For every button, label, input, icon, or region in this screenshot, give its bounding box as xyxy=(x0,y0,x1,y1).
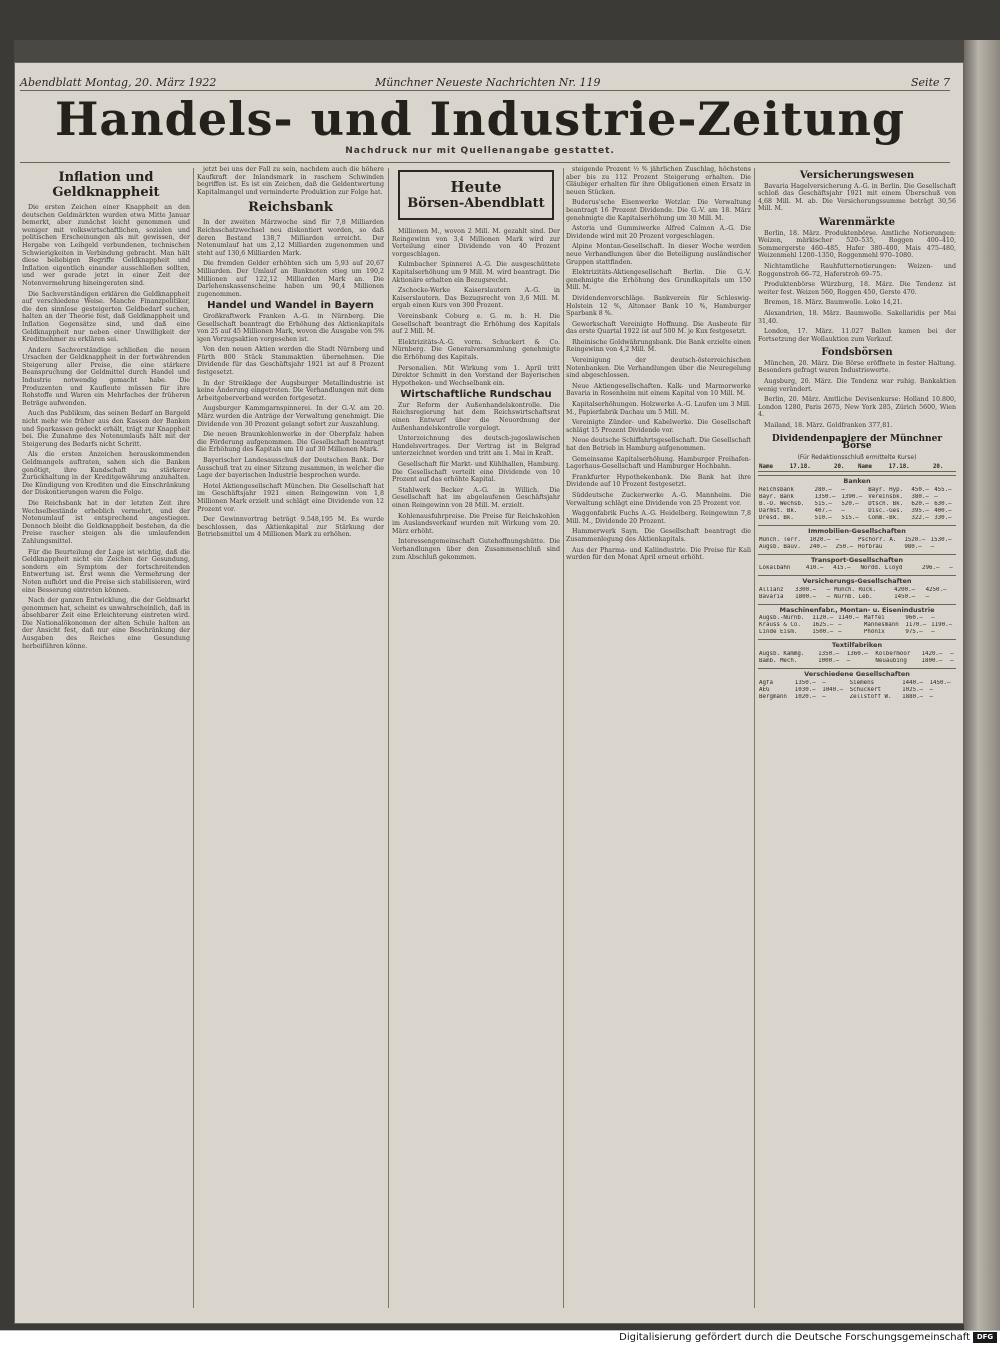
table-cell: 980.— xyxy=(904,543,922,550)
table-cell: — xyxy=(950,650,954,657)
table-cell: 960.— xyxy=(905,615,923,622)
news-item: Augsburger Kammgarnspinnerei. In der G.-V. am 20. März wurden die Anträge der Verwaltung genehmigt. Die Dividende von 30 Prozent gelangt sofort zur Auszahlung. xyxy=(197,405,384,428)
section-subtitle: (Für Redaktionsschluß ermittelte Kurse) xyxy=(797,453,917,461)
column-header: 17.18. xyxy=(789,464,833,472)
table-cell: — xyxy=(925,593,930,600)
table-cell: 410.— xyxy=(805,565,824,572)
table-cell: 1625.— xyxy=(812,622,834,629)
table-row xyxy=(758,565,956,572)
news-item: Dividendenvorschläge. Bankverein für Schleswig-Holstein 12 %, Altonaer Bank 10 %, Hamburger Sparbank 8 %. xyxy=(566,294,751,318)
section-title: Fondsbörsen xyxy=(821,347,893,359)
table-cell: Krauss & Co. xyxy=(759,622,801,629)
table-row xyxy=(758,587,956,594)
section-masthead: Handels- und Industrie-Zeitung xyxy=(54,92,906,146)
section-title: Handel und Wandel in Bayern xyxy=(207,300,374,312)
table-cell: 395.— xyxy=(911,508,929,514)
market-report: Augsburg, 20. März. Die Tendenz war ruhig. Bankaktien wenig verändert. xyxy=(758,378,956,393)
table-cell: 407.— xyxy=(814,508,832,514)
news-item: Vereinsbank Coburg e. G. m. b. H. Die Gesellschaft beantragt die Erhöhung des Kapitals auf 2 Mill. M. xyxy=(392,312,560,336)
table-cell: 620.— xyxy=(911,501,929,507)
news-item: Interessengemeinschaft Gutehoffnungshütte. Die Verhandlungen über den Zusammenschluß sind zum Abschluß gekommen. xyxy=(392,538,560,561)
table-cell: — xyxy=(838,622,842,629)
table-cell: Mannesmann xyxy=(863,622,899,629)
column-2 xyxy=(197,166,384,1316)
article-paragraph: Für die Beurteilung der Lage ist wichtig, daß die Geldknappheit nicht ein Zeichen der Gesundung, sondern ein Symptom der fortschreitenden Entwertung ist. Erst wenn die Vermehrung der Noten aufhört und die Preise sich stabilisieren, wird eine Besserung eintreten können. xyxy=(22,548,190,594)
news-item: Der Gewinnvortrag beträgt 9.548,195 M. Es wurde beschlossen, das Aktienkapital zur Stärkung der Betriebsmittel um 4 Millionen Mark zu erhöhen. xyxy=(197,516,384,539)
news-item: Die fremden Gelder erhöhten sich um 5,93 auf 20,67 Milliarden. Der Umlauf an Banknoten stieg um 190,2 Millionen auf 122,12 Milliarden Mark an. Die Darlehenskassenscheine haben um 90,4 Millionen zugenommen. xyxy=(197,260,384,298)
header-paper-name: Münchner Neueste Nachrichten Nr. 119 xyxy=(375,76,601,89)
table-cell: AEG xyxy=(759,686,770,693)
news-item: Von den neuen Aktien werden die Stadt Nürnberg und Fürth 800 Stück Stammaktien übernehmen. Die Dividende für das Geschäftsjahr 1921 ist auf 8 Prozent festgesetzt. xyxy=(197,346,384,377)
table-cell: — xyxy=(822,679,826,686)
table-cell: — xyxy=(931,629,935,636)
table-cell: 515.— xyxy=(814,501,832,507)
news-item: Die neuen Braunkohlenwerke in der Oberpfalz haben die Förderung aufgenommen. Die Gesellschaft beantragt die Erhöhung des Kapitals um 10 auf 30 Millionen Mark. xyxy=(197,431,384,454)
table-row xyxy=(758,629,956,636)
column-header: Name xyxy=(857,464,888,472)
table-cell: Comm.-Bk. xyxy=(868,515,900,521)
table-cell: 330.— xyxy=(934,515,952,521)
boersen-abendblatt-box xyxy=(398,170,554,220)
column-4 xyxy=(566,166,751,1316)
table-cell: Dtsch. Bk. xyxy=(868,501,904,507)
table-cell: Augsb. Bauv. xyxy=(759,543,801,550)
table-cell: 1520.— xyxy=(904,536,926,543)
table-cell: 4250.— xyxy=(925,586,947,593)
table-cell: 1030.— xyxy=(794,686,816,693)
table-cell: 975.— xyxy=(905,629,923,636)
table-cell: Nürnb. Leb. xyxy=(834,593,873,600)
rundschau-body xyxy=(392,402,560,561)
table-cell: 1350.— xyxy=(818,650,840,657)
article-paragraph: Die Sachverständigen erklären die Geldknappheit auf verschiedene Weise. Manche Finanzpolitiker, die den sinnlose gesteigerten Geldbedarf suchen, halten an der Theorie fest, daß Geldknappheit und Inflation Gegensätze sind, und daß eine Geldknappheit nur neben einer Unwilligkeit der Kreditnehmer zu erklären sei. xyxy=(22,290,190,344)
market-report: München, 20. März. Die Börse eröffnete in fester Haltung. Besonders gefragt waren Industriewerte. xyxy=(758,359,956,375)
table-cell: 1350.— xyxy=(794,679,816,686)
table-row xyxy=(758,537,956,544)
section-title: Warenmärkte xyxy=(819,216,895,228)
column-divider xyxy=(193,168,194,1308)
news-item: Gewerkschaft Vereinigte Hoffnung. Die Ausbeute für das erste Quartal 1922 ist auf 500 M. je Kux festgesetzt. xyxy=(566,320,751,336)
table-cell: 1020.— xyxy=(794,693,816,700)
article-paragraph: Die ersten Zeichen einer Knappheit an den deutschen Geldmärkten wurden etwa Mitte Januar bemerkt, aber zunächst leicht genommen und weniger mit volkswirtschaftlichen, sozialen und politischen Erscheinungen als mit gewissen, der Hergabe von Leihgeld verbundenen, technischen Schwierigkeiten in Verbindung gebracht. Man hält diese beliebigen Begriffe Geldknappheit und Inflation eigentlich einander ausschließen sollten, und wer gerade jetzt in einer Zeit der Notenvermehrung hineingeraten sind. xyxy=(22,204,190,287)
table-row xyxy=(758,508,956,515)
table-row xyxy=(758,544,956,551)
news-item: Kohlenausfuhrpreise. Die Preise für Reichskohlen im Auslandsverkauf wurden mit Wirkung vom 20. März erhöht. xyxy=(392,512,560,535)
table-row xyxy=(758,651,956,658)
table-cell: — xyxy=(931,615,935,622)
column-header: 17.18. xyxy=(888,464,932,472)
table-cell: Bavaria xyxy=(759,593,784,600)
market-report: Berlin, 18. März. Produktenbörse. Amtliche Notierungen: Weizen, märkischer 520–535, Roggen 400–410, Sommergerste 460–485, Hafer 380–400, Mais 475–480, Weizenmehl 1200–1350, Roggenmehl 970–1080. xyxy=(758,229,956,260)
table-cell: 4200.— xyxy=(894,586,916,593)
table-row xyxy=(758,680,956,687)
news-item: Hotel Aktiengesellschaft München. Die Gesellschaft hat im Geschäftsjahr 1921 einen Reingewinn von 1,8 Millionen Mark erzielt und schlägt eine Dividende von 12 Prozent vor. xyxy=(197,482,384,513)
table-cell: 1040.— xyxy=(822,686,844,693)
news-item: Millionen M., wovon 2 Mill. M. gezahlt sind. Der Reingewinn von 3,4 Millionen Mark wird zur Verteilung einer Dividende von 40 Prozent vorgeschlagen. xyxy=(392,228,560,258)
table-cell: 1500.— xyxy=(812,629,834,636)
table-row xyxy=(758,615,956,622)
table-cell: — xyxy=(826,593,831,600)
table-cell: 1450.— xyxy=(929,679,951,686)
table-cell: — xyxy=(841,487,845,493)
table-cell: Nordd. Lloyd xyxy=(860,565,903,572)
news-item: Hammerwerk Sayn. Die Gesellschaft beantragt die Zusammenlegung des Aktienkapitals. xyxy=(566,528,751,543)
news-item: Kapitalserhöhungen. Holzwerke A.-G. Laufen um 3 Mill. M., Papierfabrik Dachau um 5 Mill. M. xyxy=(566,401,751,416)
column-1 xyxy=(22,166,190,1316)
stock-table-section xyxy=(758,565,956,572)
dfg-logo: DFG xyxy=(973,1332,997,1343)
table-cell: 1350.— xyxy=(814,494,836,500)
table-cell: 415.— xyxy=(833,565,851,572)
table-cell: 1800.— xyxy=(795,593,817,600)
table-cell: — xyxy=(841,508,845,514)
masthead-rule xyxy=(20,162,950,163)
news-item: Waggonfabrik Fuchs A.-G. Heidelberg. Reingewinn 7,8 Mill. M., Dividende 20 Prozent. xyxy=(566,510,751,525)
table-section-title: Maschinenfabr., Montan- u. Eisenindustrie xyxy=(758,604,956,615)
article-paragraph: Die Reichsbank hat in der letzten Zeit ihre Wechselbestände erheblich vermehrt, und der Notenumlauf ist entsprechend angestiegen. Dennoch bleibt die Geldknappheit bestehen, da die Preise rascher steigen als die umlaufenden Zahlungsmittel. xyxy=(22,499,190,545)
news-item: Unterzeichnung des deutsch-jugoslawischen Handelsvertrages. Der Vertrag ist in Belgrad unterzeichnet worden und tritt am 1. Mai in Kraft. xyxy=(392,435,560,458)
news-item: In der Streiklage der Augsburger Metallindustrie ist keine Änderung eingetreten. Die Verhandlungen mit dem Arbeitgeberverband werden fortgesetzt. xyxy=(197,379,384,402)
news-item: Elektrizitäts-Aktiengesellschaft Berlin. Die G.-V. genehmigte die Erhöhung des Grundkapitals um 150 Mill. M. xyxy=(566,269,751,292)
reichsbank-body xyxy=(197,219,384,298)
table-cell: Linde Eism. xyxy=(759,629,798,636)
table-section-title: Verschiedene Gesellschaften xyxy=(758,668,956,679)
table-section-title: Banken xyxy=(758,475,956,486)
news-item: Gemeinsame Kapitalserhöhung. Hamburger Freihafen-Lagerhaus-Gesellschaft und Hamburger Hochbahn. xyxy=(566,455,751,471)
table-cell: — xyxy=(950,657,954,664)
table-section-title: Transport-Gesellschaften xyxy=(758,554,956,565)
table-row xyxy=(758,694,956,701)
table-cell: 450.— xyxy=(911,487,929,493)
table-cell: 1450.— xyxy=(894,593,916,600)
table-section-title: Textilfabriken xyxy=(758,639,956,650)
bayern-body xyxy=(197,313,384,539)
market-report: London, 17. März. 11.027 Ballen kamen bei der Fortsetzung der Wollauktion zum Verkauf. xyxy=(758,328,956,343)
table-cell: Augsb. Kammg. xyxy=(759,650,805,657)
column-divider xyxy=(754,168,755,1308)
news-item: Süddeutsche Zuckerwerke A.-G. Mannheim. Die Verwaltung schlägt eine Dividende von 25 Prozent vor. xyxy=(566,491,751,507)
masthead-subtitle: Nachdruck nur mit Quellenangabe gestattet. xyxy=(345,146,615,156)
column-header: 20. xyxy=(833,464,857,472)
table-cell: 630.— xyxy=(934,501,952,507)
header-edition-date: Abendblatt Montag, 20. März 1922 xyxy=(20,76,217,89)
table-cell: Münch. Rück. xyxy=(834,586,876,593)
stock-table-section xyxy=(758,537,956,551)
header-rule xyxy=(20,90,950,91)
table-cell: Schuckert xyxy=(849,686,882,693)
table-cell: 1120.— xyxy=(812,615,834,622)
article-paragraph: Nach der ganzen Entwicklung, die der Geldmarkt genommen hat, scheint es unwahrscheinlich, daß in absehbarer Zeit eine Erleichterung eintreten wird. Die Nationalökonomen der alten Schule halten an der Ansicht fest, daß nur eine Beschränkung der Ausgaben des Reiches eine Gesundung herbeiführen könne. xyxy=(22,597,190,650)
table-cell: Disc.-Ges. xyxy=(868,508,904,514)
market-report: Nichtamtliche Rauhfutternotierungen: Weizen- und Roggenstroh 66–72, Haferstroh 69–75. xyxy=(758,262,956,278)
news-item: Buderus'sche Eisenwerke Wetzlar. Die Verwaltung beantragt 16 Prozent Dividende. Die G.-V. am 18. März genehmigte die Kapitalserhöhung um 30 Mill. M. xyxy=(566,199,751,222)
column-header: Name xyxy=(758,464,789,472)
table-cell: Hofbräu xyxy=(857,543,883,550)
stock-table-section xyxy=(758,587,956,601)
table-cell: — xyxy=(934,494,938,500)
news-item: Astoria und Gummiwerke Alfred Calmon A.-G. Die Dividende wird mit 20 Prozent vorgeschlagen. xyxy=(566,225,751,240)
table-cell: 1420.— xyxy=(921,650,943,657)
table-cell: 1170.— xyxy=(905,622,927,629)
section-title: Dividendenpapiere der Münchner Börse xyxy=(771,433,943,452)
article-body xyxy=(22,204,190,650)
table-cell: Reichsbank xyxy=(759,487,794,493)
table-cell: 1530.— xyxy=(930,536,952,543)
notices-body xyxy=(566,166,751,562)
news-item: In der zweiten Märzwoche sind für 7,8 Milliarden Reichsschatzwechsel neu diskontiert worden, so daß deren Bestand 138,7 Milliarden erreicht. Der Notenumlauf hat um 2,12 Milliarden zugenommen und steht auf 130,6 Milliarden Mark. xyxy=(197,219,384,257)
table-cell: Siemens xyxy=(849,679,875,686)
table-cell: Phönix xyxy=(863,629,885,636)
market-report: Bremen, 18. März. Baumwolle. Loko 14,21. xyxy=(764,299,903,307)
stock-table-section xyxy=(758,680,956,701)
table-cell: 1020.— xyxy=(809,536,831,543)
table-cell: Darmst. Bk. xyxy=(759,508,798,514)
section-title: Versicherungswesen xyxy=(799,170,915,181)
header-page-number: Seite 7 xyxy=(911,76,950,89)
footer-credit: Digitalisierung gefördert durch die Deutsche Forschungsgemeinschaft xyxy=(619,1332,970,1343)
table-cell: 1440.— xyxy=(902,679,924,686)
news-item: Zschocke-Werke Kaiserslautern A.-G. in Kaiserslautern. Das Bezugsrecht von 3,6 Mill. M. ergab einen Kurs von 300 Prozent. xyxy=(392,287,560,310)
table-cell: 515.— xyxy=(841,515,859,521)
market-report: Mailand, 18. März. Goldfranken 377,81. xyxy=(764,422,893,430)
table-cell: 1360.— xyxy=(846,650,868,657)
table-row xyxy=(758,494,956,501)
table-cell: — xyxy=(846,657,851,664)
table-cell: 240.— xyxy=(809,543,827,550)
news-item: Rheinische Goldwährungsbank. Die Bank erzielte einen Reingewinn von 4,2 Mill. M. xyxy=(566,338,751,354)
market-report: Berlin, 20. März. Amtliche Devisenkurse: Holland 10.800, London 1280, Paris 2675, New York 285, Zürich 5600, Wien 4. xyxy=(758,396,956,419)
column-header: 20. xyxy=(932,464,956,472)
notices-body xyxy=(392,228,560,387)
table-cell: 1390.— xyxy=(841,494,863,500)
table-cell: Allianz xyxy=(759,586,784,593)
table-cell: 510.— xyxy=(814,515,832,521)
table-cell: 250.— xyxy=(835,543,854,550)
column-3 xyxy=(392,166,560,1316)
table-cell: Kolbermoor xyxy=(875,650,911,657)
column-divider xyxy=(388,168,389,1308)
news-item: Großkraftwerk Franken A.-G. in Nürnberg. Die Gesellschaft beantragt die Erhöhung des Aktienkapitals von 25 auf 45 Millionen Mark, wovon die Ausgabe von 5% igen Vorzugsaktien vorgesehen ist. xyxy=(197,312,384,343)
table-cell: Bayr. Hyp. xyxy=(868,487,904,493)
market-report: Alexandrien, 18. März. Baumwolle. Sakellaridis per Mai 31,40. xyxy=(758,309,956,325)
news-item: Gesellschaft für Markt- und Kühlhallen, Hamburg. Die Gesellschaft verteilt eine Dividende von 10 Prozent auf das erhöhte Kapital. xyxy=(392,461,560,484)
table-cell: Vereinsbk. xyxy=(868,494,904,500)
stock-table-header xyxy=(758,464,956,472)
table-cell: B.-O. Wechsb. xyxy=(759,501,805,507)
book-binding-edge xyxy=(964,40,1000,1330)
news-item: Vereinigte Zünder- und Kabelwerke. Die Gesellschaft schlägt 15 Prozent Dividende vor. xyxy=(566,419,751,434)
table-cell: Zellstoff W. xyxy=(849,693,892,700)
table-cell: Bergmann xyxy=(759,693,787,700)
news-item: Zur Reform der Außenhandelskontrolle. Die Reichsregierung hat dem Reichswirtschaftsrat einen Entwurf über die Neuordnung der Außenhandelskontrolle vorgelegt. xyxy=(392,401,560,432)
news-item: Kulmbacher Spinnerei A.-G. Die ausgeschüttete Kapitalserhöhung um 9 Mill. M. wird beantragt. Die Aktionäre erhalten ein Bezugsrecht. xyxy=(392,261,560,284)
table-row xyxy=(758,622,956,629)
column-divider xyxy=(563,168,564,1308)
table-cell: — xyxy=(949,565,953,572)
table-cell: 455.— xyxy=(934,487,952,493)
table-cell: 322.— xyxy=(911,515,929,521)
digitization-footer xyxy=(0,1330,1000,1346)
stock-table-section xyxy=(758,651,956,665)
news-item: Frankfurter Hypothekenbank. Die Bank hat ihre Dividende auf 10 Prozent festgesetzt. xyxy=(566,473,751,489)
table-cell: 1800.— xyxy=(921,657,943,664)
table-cell: 380.— xyxy=(911,494,929,500)
table-cell: Augsb.-Nürnb. xyxy=(759,615,805,622)
table-cell: Neuaubing xyxy=(875,657,907,664)
news-item: Neue deutsche Schiffahrtsgesellschaft. Die Gesellschaft hat den Betrieb in Hamburg aufgenommen. xyxy=(566,437,751,452)
table-row xyxy=(758,594,956,601)
article-paragraph: Als die ersten Anzeichen herauskommenden Geldmangels auftraten, sahen sich die Banken genötigt, ihre Kundschaft zu stärkerer Zurückhaltung in der Kreditgewährung anzuhalten. Die Kündigung von Krediten und die Einschränkung der Diskontierungen waren die Folge. xyxy=(22,451,190,497)
table-row xyxy=(758,501,956,508)
table-section-title: Versicherungs-Gesellschaften xyxy=(758,575,956,586)
news-item: steigende Prozent ½ % jährlichen Zuschlag, höchstens aber bis zu 112 Prozent Steigerung erhalten. Die Gläubiger erhalten für ihre Obligationen einen Ersatz in neuen Stücken. xyxy=(566,166,751,196)
news-item: Neue Aktiengesellschaften. Kalk- und Marmorwerke Bavaria in Rosenheim mit einem Kapital von 10 Mill. M. xyxy=(566,382,751,398)
table-cell: 1140.— xyxy=(838,615,860,622)
news-item: Vereinigung der deutsch-österreichischen Notenbanken. Die Verhandlungen über die Neuregelung sind abgeschlossen. xyxy=(566,357,751,380)
section-title: Wirtschaftliche Rundschau xyxy=(400,389,552,401)
box-line-2: Börsen-Abendblatt xyxy=(407,196,545,211)
fondsboersen-body xyxy=(758,360,956,430)
stock-table-section xyxy=(758,615,956,636)
table-cell: Bayr. Bank xyxy=(759,494,794,500)
article-title: Inflation und Geldknappheit xyxy=(52,170,160,200)
news-item: Stahlwerk Becker A.-G. in Willich. Die Gesellschaft hat im abgelaufenen Geschäftsjahr einen Reingewinn von 28 Mill. M. erzielt. xyxy=(392,486,560,509)
table-row xyxy=(758,515,956,522)
table-cell: 1025.— xyxy=(902,686,924,693)
table-cell: — xyxy=(929,693,934,700)
table-cell: 3300.— xyxy=(795,586,817,593)
table-section-title: Immobilien-Gesellschaften xyxy=(758,525,956,536)
table-row xyxy=(758,658,956,665)
article-paragraph: Auch das Publikum, das seinen Bedarf an Bargeld nicht mehr wie früher aus den Kassen der Banken und Sparkassen gedeckt erhält, trägt zur Knappheit bei. Die Zunahme des Notenumlaufs hält mit der Steigerung des Bedarfs nicht Schritt. xyxy=(22,410,190,448)
versicherung-body: Bavaria Hagelversicherung A.-G. in Berlin. Die Gesellschaft schloß das Geschäftsjahr 1921 mit einem Überschuß von 4,68 Mill. M. ab. Die Versicherungssumme beträgt 30,56 Mill. M. xyxy=(758,182,956,213)
table-cell: Bamb. Mech. xyxy=(759,657,798,664)
table-row xyxy=(758,687,956,694)
table-cell: — xyxy=(838,629,842,636)
table-cell: Münch. Terr. xyxy=(759,536,801,543)
news-item: Personalien. Mit Wirkung vom 1. April tritt Direktor Schmitt in den Vorstand der Bayerischen Hypotheken- und Wechselbank ein. xyxy=(392,364,560,387)
table-cell: — xyxy=(930,543,935,550)
news-item: Aus der Pharma- und Kaliindustrie. Die Preise für Kali wurden für den Monat April erneut erhöht. xyxy=(566,546,751,562)
table-cell: 1880.— xyxy=(902,693,924,700)
news-item: Elektrizitäts-A.-G. vorm. Schuckert & Co. Nürnberg. Die Generalversammlung genehmigte die Erhöhung des Kapitals. xyxy=(392,338,560,361)
table-cell: Pschorr. A. xyxy=(857,536,897,543)
box-line-1: Heute xyxy=(450,178,502,196)
article-paragraph: Andere Sachverständige schließen die neuen Ursachen der Geldknappheit in der fortwährenden Steigerung aller Preise, die eine stärkere Beanspruchung der Geldmittel durch Handel und Industrie notwendig gemacht habe. Die Produzenten und Kaufleute müssen für ihre Rohstoffe und Waren ein Mehrfaches der früheren Beträge aufwenden. xyxy=(22,346,190,407)
table-cell: 520.— xyxy=(841,501,859,507)
table-cell: 400.— xyxy=(934,508,952,514)
table-cell: Agfa xyxy=(759,679,773,686)
table-cell: — xyxy=(929,686,934,693)
table-cell: Maffei xyxy=(863,615,885,622)
table-cell: Dresd. Bk. xyxy=(759,515,794,521)
column-5 xyxy=(758,166,956,1316)
scan-top-edge xyxy=(14,40,964,62)
table-row xyxy=(758,487,956,494)
warenmaerkte-body xyxy=(758,230,956,344)
table-cell: Lokalbahn xyxy=(759,565,791,572)
stock-table xyxy=(758,464,956,700)
section-title: Reichsbank xyxy=(248,200,333,216)
table-cell: 1000.— xyxy=(818,657,840,664)
table-cell: — xyxy=(835,536,840,543)
market-report: Produktenbörse Würzburg, 18. März. Die Tendenz ist weiter fest. Weizen 560, Roggen 450, Gerste 470. xyxy=(758,281,956,296)
news-item: Alpine Montan-Gesellschaft. In dieser Woche werden neue Verhandlungen über die Beteiligung ausländischer Gruppen stattfinden. xyxy=(566,243,751,266)
table-cell: — xyxy=(822,693,826,700)
table-cell: 1190.— xyxy=(931,622,953,629)
table-cell: 296.— xyxy=(921,565,940,572)
news-item: Bayerischer Landesausschuß der Deutschen Bank. Der Ausschuß trat zu einer Sitzung zusammen, in welcher die Lage der bayerischen Industrie besprochen wurde. xyxy=(197,457,384,480)
stock-table-section xyxy=(758,487,956,522)
article-continuation: jetzt bei uns der Fall zu sein, nachdem auch die höhere Kaufkraft der Inlandsmark in raschem Schwinden begriffen ist. Es ist ein Zeichen, daß die Geldentwertung Kapitalmangel und verminderte Produktion zur Folge hat. xyxy=(197,166,384,196)
table-cell: 280.— xyxy=(814,487,832,493)
table-cell: — xyxy=(826,586,831,593)
